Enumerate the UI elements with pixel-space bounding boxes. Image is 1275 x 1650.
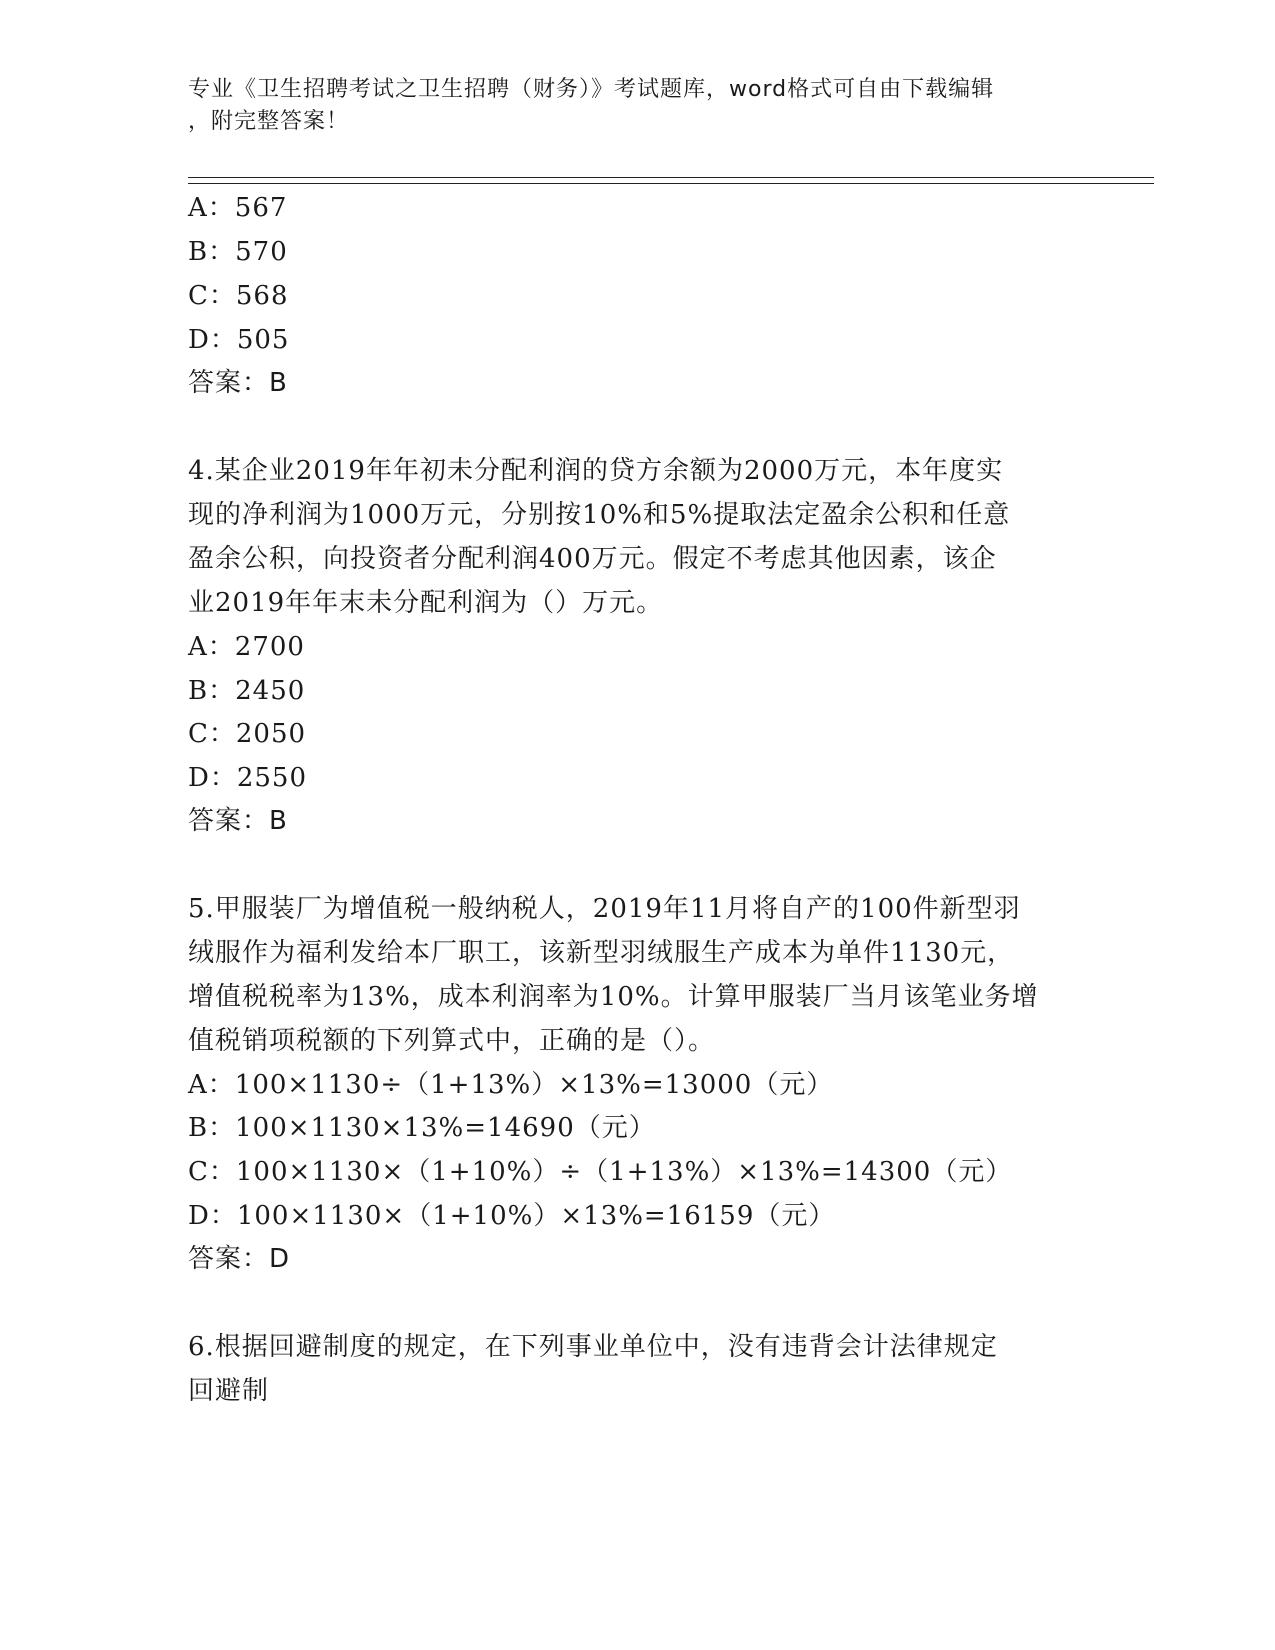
header-divider-bottom	[188, 183, 1154, 184]
q5-stem-line-2: 绒服作为福利发给本厂职工，该新型羽绒服生产成本为单件1130元，	[188, 938, 1015, 968]
q4-answer: 答案：B	[188, 806, 288, 836]
q3-option-d: D：505	[188, 325, 290, 355]
q4-stem-line-4: 业2019年年末未分配利润为（）万元。	[188, 588, 664, 618]
header-line-2: ，附完整答案！	[188, 109, 350, 134]
q4-option-b: B：2450	[188, 676, 306, 706]
q3-option-b: B：570	[188, 237, 288, 267]
q5-answer: 答案：D	[188, 1244, 291, 1274]
q4-stem-line-2: 现的净利润为1000万元，分别按10%和5%提取法定盈余公积和任意	[188, 500, 1011, 530]
q3-option-c: C：568	[188, 281, 289, 311]
q4-stem-line-1: 4.某企业2019年年初未分配利润的贷方余额为2000万元，本年度实	[188, 456, 1004, 486]
q4-option-c: C：2050	[188, 719, 307, 749]
q6-stem-line-1: 6.根据回避制度的规定，在下列事业单位中，没有违背会计法律规定	[188, 1332, 998, 1362]
q5-option-c: C：100×1130×（1+10%）÷（1+13%）×13%=14300（元）	[188, 1157, 1013, 1187]
document-header	[188, 74, 1068, 138]
q4-stem-line-3: 盈余公积，向投资者分配利润400万元。假定不考虑其他因素，该企	[188, 544, 997, 574]
header-divider-top	[188, 177, 1154, 178]
q5-stem-line-1: 5.甲服装厂为增值税一般纳税人，2019年11月将自产的100件新型羽	[188, 894, 1021, 924]
q3-option-a: A：567	[188, 193, 288, 223]
q4-option-a: A：2700	[188, 632, 305, 662]
q6-stem-line-2: 回避制	[188, 1376, 270, 1406]
q5-stem-line-3: 增值税税率为13%，成本利润率为10%。计算甲服装厂当月该笔业务增	[188, 982, 1039, 1012]
q4-option-d: D：2550	[188, 763, 308, 793]
q5-option-a: A：100×1130÷（1+13%）×13%=13000（元）	[188, 1070, 834, 1100]
q5-stem-line-4: 值税销项税额的下列算式中，正确的是（）。	[188, 1026, 716, 1056]
q5-option-b: B：100×1130×13%=14690（元）	[188, 1113, 656, 1143]
header-line-1: 专业《卫生招聘考试之卫生招聘（财务）》考试题库，word格式可自由下载编辑	[188, 77, 995, 102]
q3-answer: 答案：B	[188, 368, 288, 398]
q5-option-d: D：100×1130×（1+10%）×13%=16159（元）	[188, 1201, 836, 1231]
